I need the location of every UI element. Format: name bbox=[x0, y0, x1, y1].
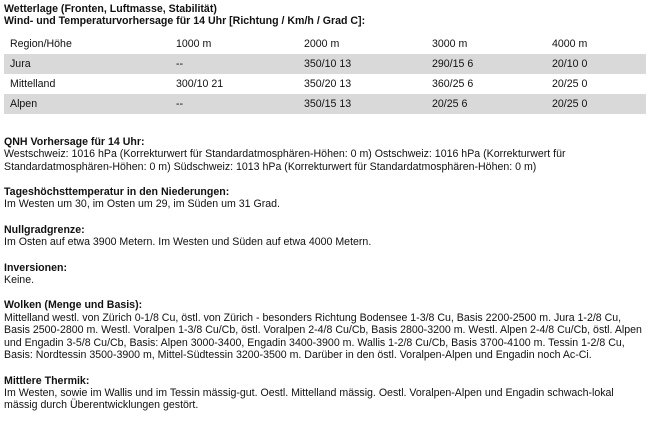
wind-temperature-table bbox=[4, 34, 646, 114]
table-row bbox=[4, 54, 646, 74]
table-header-row bbox=[4, 34, 646, 54]
section-text: Im Osten auf etwa 3900 Metern. Im Westen und Süden auf etwa 4000 Metern. bbox=[4, 236, 372, 249]
table-cell: 350/20 13 bbox=[304, 77, 352, 90]
section-heading: Mittlere Thermik: bbox=[4, 374, 90, 387]
table-cell: 350/15 13 bbox=[298, 94, 426, 114]
max-temperature-section bbox=[4, 186, 646, 211]
table-cell: 300/10 21 bbox=[176, 77, 224, 90]
section-heading: Wolken (Menge und Basis): bbox=[4, 299, 143, 312]
table-cell: 20/25 0 bbox=[552, 77, 588, 90]
table-cell: 20/25 6 bbox=[426, 94, 546, 114]
header-cell: 3000 m bbox=[432, 37, 468, 50]
table-cell: Mittelland bbox=[10, 77, 56, 90]
table-cell: 350/10 13 bbox=[298, 54, 426, 74]
table-cell: 20/25 0 bbox=[546, 94, 646, 114]
section-heading: Inversionen: bbox=[4, 261, 67, 274]
table-row bbox=[4, 74, 646, 94]
section-text: Im Westen, sowie im Wallis und im Tessin mässig-gut. Oestl. Mittelland mässig. Oestl. Voralpen-Alpen und Engadin schwach-lokal mässig durch Überentwicklungen gestört. bbox=[4, 386, 614, 412]
clouds-section bbox=[4, 299, 646, 361]
table-cell: 20/10 0 bbox=[546, 54, 646, 74]
section-text: Mittelland westl. von Zürich 0-1/8 Cu, östl. von Zürich - besonders Richtung Bodensee 1-3/8 Cu, Basis 2200-2500 m. Jura 1-2/8 Cu, Basis 2500-2800 m. Westl. Voralpen 1-3/8 Cu/Cb, östl. Voralpen 2-4/8 Cu/Cb, Basis 2800-3200 m. Westl. Alpen 2-4/8 Cu/Cb, östl. Alpen und Engadin 3-5/8 Cu/Cb, Basis: Alpen 3000-3400, Engadin 3400-3900 m. Wallis 1-2/8 Cu/Cb, Basis 3700-4100 m. Tessin 1-2/8 Cu, Basis: Nordtessin 3500-3900 m, Mittel-Südtessin 3200-3500 m. Darüber in den östl. Voralpen-Alpen und Engadin noch Ac-Ci. bbox=[4, 311, 642, 362]
section-text: Im Westen um 30, im Osten um 29, im Süden um 31 Grad. bbox=[4, 198, 280, 211]
thermals-section bbox=[4, 375, 646, 412]
table-cell: -- bbox=[170, 94, 298, 114]
section-heading: Nullgradgrenze: bbox=[4, 223, 85, 236]
header-cell: 1000 m bbox=[176, 37, 212, 50]
section-text: Keine. bbox=[4, 274, 35, 287]
table-cell: -- bbox=[170, 54, 298, 74]
table-row bbox=[4, 94, 646, 114]
freezing-level-section bbox=[4, 224, 646, 249]
header-cell: 4000 m bbox=[552, 37, 588, 50]
header-cell: 2000 m bbox=[304, 37, 340, 50]
section-heading: Tageshöchsttemperatur in den Niederungen: bbox=[4, 186, 230, 199]
table-cell: 360/25 6 bbox=[432, 77, 474, 90]
header-cell: Region/Höhe bbox=[10, 37, 72, 50]
table-cell: Alpen bbox=[4, 94, 170, 114]
wind-heading: Wind- und Temperaturvorhersage für 14 Uhr [Richtung / Km/h / Grad C]: bbox=[4, 15, 366, 28]
table-cell: Jura bbox=[4, 54, 170, 74]
inversions-section bbox=[4, 262, 646, 287]
section-text: Westschweiz: 1016 hPa (Korrekturwert für Standardatmosphären-Höhen: 0 m) Ostschweiz: 1016 hPa (Korrekturwert für Standardatmosphären-Höhen: 0 m) Südschweiz: 1013 hPa (Korrekturwert für Standardatmosphären-Höhen: 0 m) bbox=[4, 148, 566, 173]
section-heading: QNH Vorhersage für 14 Uhr: bbox=[4, 135, 145, 148]
table-cell: 290/15 6 bbox=[426, 54, 546, 74]
page-title: Wetterlage (Fronten, Luftmasse, Stabilität) bbox=[4, 3, 217, 15]
qnh-section bbox=[4, 136, 646, 173]
